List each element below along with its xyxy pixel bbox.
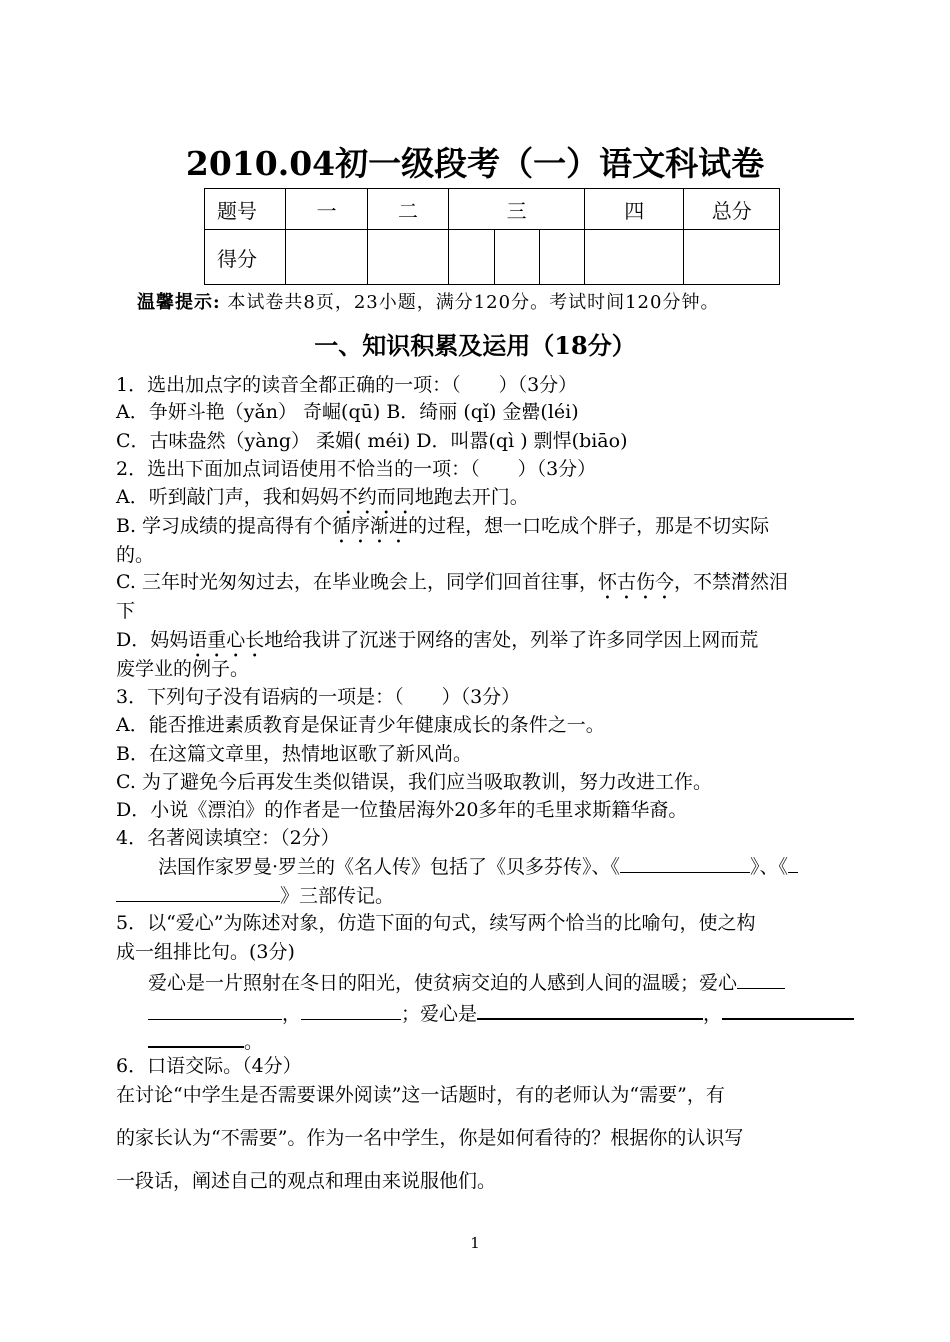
score-header-2: 二 [367,189,448,230]
q6-para-2: 的家长认为“不需要”。作为一名中学生，你是如何看待的？根据你的认识写 [116,1127,744,1149]
q5-blank-4-cont[interactable] [148,1027,244,1048]
section-heading-1: 一、知识积累及运用（18分） [314,331,636,360]
q4-blank-2-start[interactable] [788,853,798,873]
score-cell-3a[interactable] [449,230,494,285]
q5-answer-line [148,999,854,1028]
q2-option-c [116,569,788,604]
q2-stem: 2．选出下面加点词语使用不恰当的一项：（ ）（3分） [116,458,597,480]
q2-c-text-end: ，不禁潸然泪 [673,571,788,593]
score-cell-3b[interactable] [494,230,539,285]
q5-example [148,969,785,997]
q5-stem-1: 5．以“爱心”为陈述对象，仿造下面的句式，续写两个恰当的比喻句，使之构 [116,912,756,934]
q5-blank-3[interactable] [477,999,703,1020]
q6-stem: 6．口语交际。（4分） [116,1055,302,1077]
score-row-label: 得分 [205,230,286,285]
q3-option-d: D．小说《漂泊》的作者是一位蛰居海外20多年的毛里求斯籍华裔。 [116,799,688,821]
q2-a-text-end: 地跑去开门。 [414,486,529,508]
q5-example-text: 爱心是一片照射在冬日的阳光，使贫病交迫的人感到人间的温暖；爱心 [148,972,738,994]
q2-d-text: D．妈妈 [116,629,189,651]
q4-text: 法国作家罗曼·罗兰的《名人传》包括了《贝多芬传》、《 [158,856,621,878]
q3-option-c: C. 为了避免今后再发生类似错误，我们应当吸取教训，努力改进工作。 [116,771,712,793]
score-header-1: 一 [286,189,367,230]
score-cell-2[interactable] [367,230,448,285]
q3-option-b: B．在这篇文章里，热情地讴歌了新风尚。 [116,743,472,765]
q4-line2 [116,882,394,910]
q2-option-b-cont: 的。 [116,544,155,566]
score-cell-1[interactable] [286,230,367,285]
q4-stem: 4．名著阅读填空：（2分） [116,827,340,849]
q2-a-dotted: 不约而同 [338,486,415,508]
q6-para-3: 一段话，阐述自己的观点和理由来说服他们。 [116,1170,497,1192]
q1-stem: 1．选出加点字的读音全都正确的一项：（ ）（3分） [116,374,578,396]
q5-stem-2: 成一组排比句。(3分) [116,941,295,963]
q5-blank-1-start[interactable] [737,969,785,989]
score-cell-total[interactable] [684,230,780,285]
q5-blank-4[interactable] [722,999,854,1020]
tip-label: 温馨提示: [137,292,221,313]
q5-comma-2: ， [703,1003,723,1025]
q4-separator: 》、《 [750,856,789,878]
q6-para-1: 在讨论“中学生是否需要课外阅读”这一话题时，有的老师认为“需要”，有 [116,1084,725,1106]
q4-line1 [158,853,798,881]
q2-option-d-cont: 废学业的例子。 [116,658,250,680]
exam-tip [137,288,719,314]
score-table [204,188,780,285]
q2-option-c-cont: 下 [116,600,136,622]
q2-d-dotted: 语重心长 [188,629,265,651]
page-number: 1 [470,1234,480,1252]
q5-comma-1: ， [282,1003,302,1025]
q5-period: 。 [244,1031,264,1053]
score-header-label: 题号 [205,189,286,230]
q3-option-a: A．能否推进素质教育是保证青少年健康成长的条件之一。 [116,714,605,736]
q5-answer-end [148,1027,263,1056]
q2-b-text-end: 的过程，想一口吃成个胖子，那是不切实际 [408,515,770,537]
q4-text-end: 》三部传记。 [280,885,395,907]
q2-c-dotted: 怀古伤今 [597,571,674,593]
q4-blank-2[interactable] [116,882,280,902]
score-header-4: 四 [584,189,684,230]
q1-option-ab: A．争妍斗艳（yǎn） 奇崛(qū) B．绮丽 (qǐ) 金罍(léi) [116,401,579,423]
q2-b-text: B. 学习成绩的提高得有个 [116,515,333,537]
score-header-3: 三 [449,189,585,230]
q2-c-text: C. 三年时光匆匆过去，在毕业晚会上，同学们回首往事， [116,571,598,593]
q4-blank-1[interactable] [620,853,750,873]
q2-a-text: A．听到敲门声，我和妈妈 [116,486,339,508]
q5-blank-1[interactable] [148,1000,282,1020]
score-cell-4[interactable] [584,230,684,285]
q1-option-cd: C．古味盎然（yàng） 柔媚( méi) D．叫嚣(qì ) 剽悍(biāo) [116,430,628,452]
q2-option-b [116,513,769,548]
q5-blank-2[interactable] [301,1000,401,1020]
q2-d-text-end: 地给我讲了沉迷于网络的害处，列举了许多同学因上网而荒 [264,629,759,651]
q5-text-2: ；爱心是 [401,1003,478,1025]
tip-text: 本试卷共8页，23小题，满分120分。考试时间120分钟。 [220,292,720,313]
exam-title: 2010.04初一级段考（一）语文科试卷 [185,144,765,183]
score-cell-3c[interactable] [539,230,584,285]
q2-b-dotted: 循序渐进 [332,515,409,537]
q3-stem: 3．下列句子没有语病的一项是：（ ）（3分） [116,686,521,708]
score-header-total: 总分 [684,189,780,230]
